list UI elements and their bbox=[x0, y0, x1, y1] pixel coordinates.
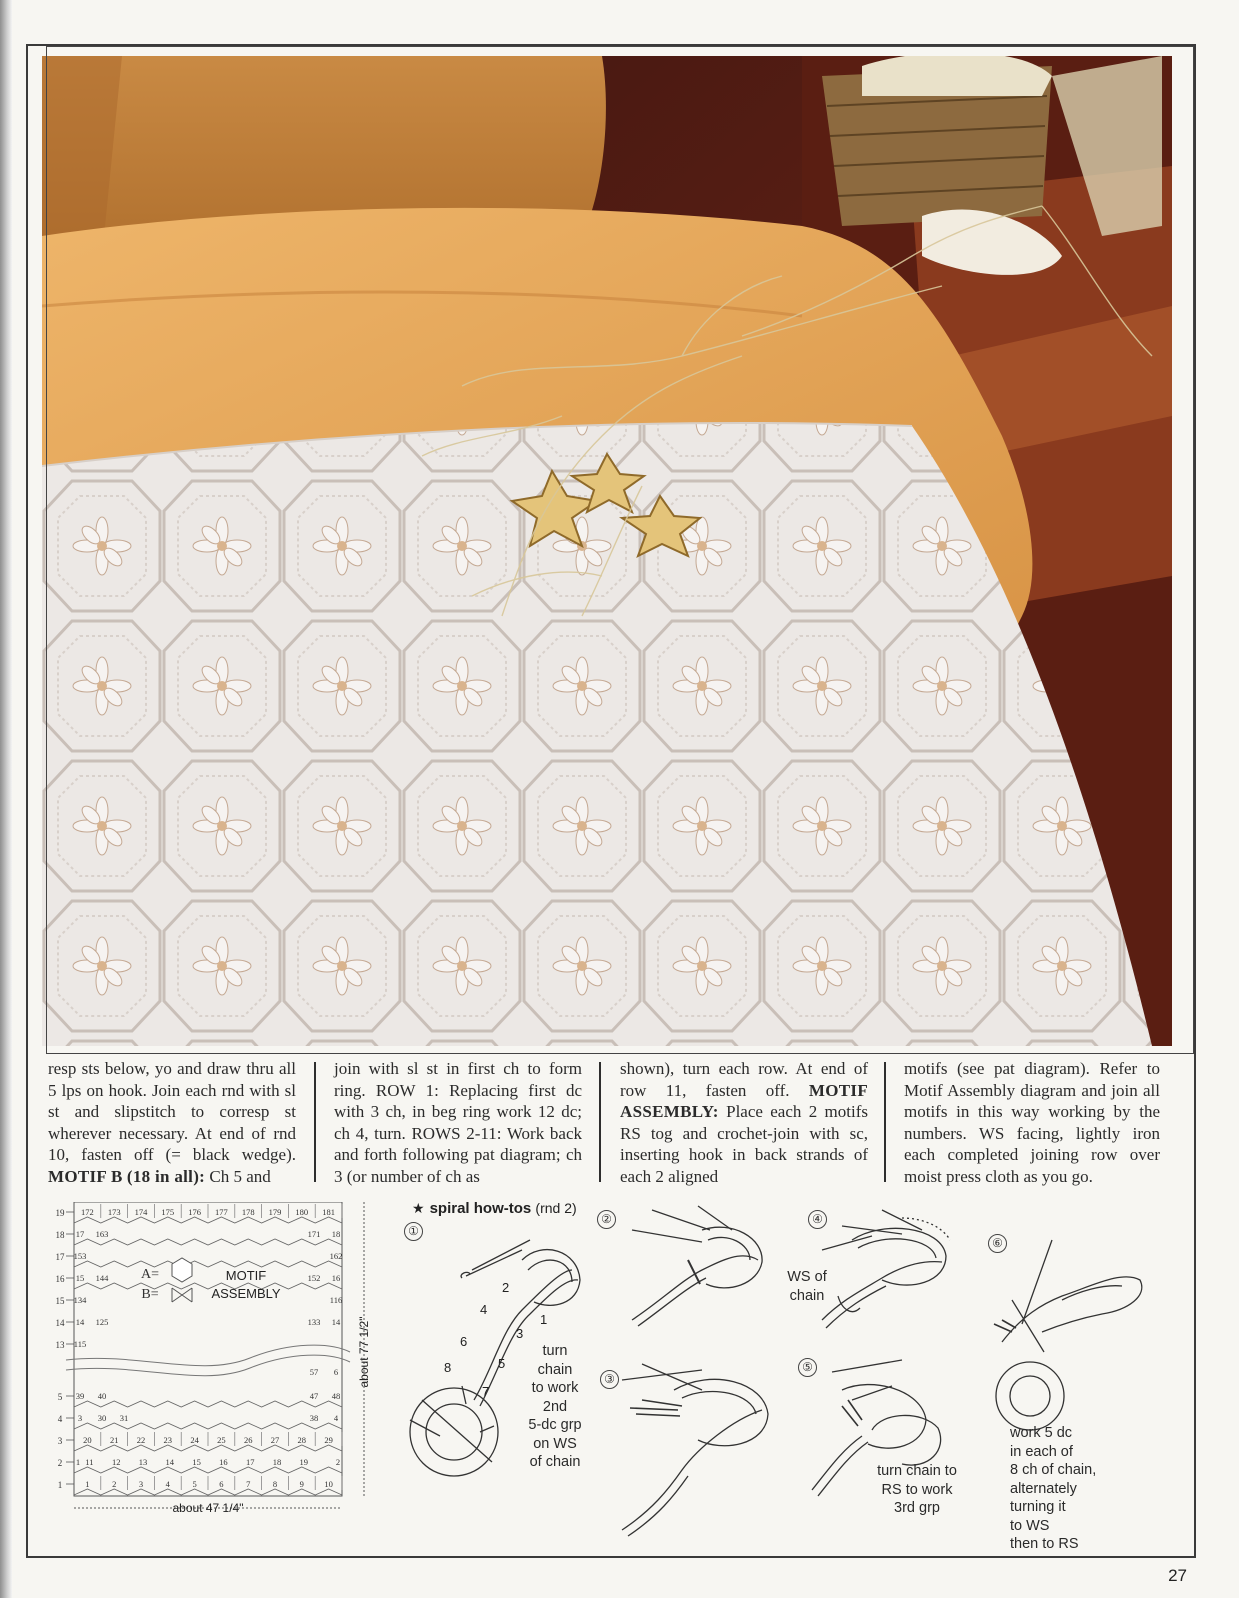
motif-number: 171 bbox=[307, 1229, 321, 1239]
row-label: 14 bbox=[55, 1318, 65, 1328]
motif-assembly-diagram bbox=[50, 1202, 380, 1542]
spiral-number: 5 bbox=[498, 1356, 506, 1371]
page-number: 27 bbox=[1168, 1566, 1187, 1585]
motif-number: 3 bbox=[77, 1413, 83, 1423]
howtos-subtitle: (rnd 2) bbox=[535, 1200, 577, 1216]
motif-number: 26 bbox=[243, 1435, 253, 1445]
motif-number: 177 bbox=[215, 1207, 228, 1217]
caption-line: on WS bbox=[533, 1435, 577, 1452]
row-label: 19 bbox=[55, 1208, 65, 1218]
motif-number: 27 bbox=[270, 1435, 280, 1445]
col2-body: join with sl st in first ch to form ring. ROW 1: Replacing first dc with 3 ch, in beg ring work 12 dc; ch 4, turn. ROWS 2-11: Work back and forth following pat diagram; ch 3 (or number of ch as bbox=[334, 1059, 582, 1186]
col1-body: resp sts below, yo and draw thru all 5 lps on hook. Join each rnd with sl st and slipstitch to corresp st wherever necessary. At end of rnd 10, fasten off (= black wedge). bbox=[48, 1059, 296, 1164]
motif-number: 25 bbox=[217, 1435, 226, 1445]
step4-drawing bbox=[822, 1210, 950, 1328]
motif-number: 1 bbox=[75, 1457, 81, 1467]
motif-number: 17 bbox=[245, 1457, 255, 1467]
motif-b-count: (18 in all): bbox=[126, 1166, 206, 1186]
caption-line: turn bbox=[542, 1343, 568, 1359]
col1-tail: Ch 5 and bbox=[205, 1166, 271, 1186]
caption-line: to work bbox=[531, 1380, 579, 1396]
motif-number: 6 bbox=[333, 1367, 339, 1377]
spiral-number: 4 bbox=[480, 1302, 488, 1317]
motif-number: 11 bbox=[85, 1457, 94, 1467]
motif-number: 40 bbox=[97, 1391, 107, 1401]
text-column-4 bbox=[904, 1058, 1160, 1187]
column-divider bbox=[884, 1062, 886, 1182]
motif-number: 1 bbox=[85, 1479, 90, 1489]
caption-line: RS to work bbox=[881, 1481, 953, 1498]
motif-number: 4 bbox=[165, 1479, 170, 1489]
motif-number: 3 bbox=[138, 1479, 144, 1489]
motif-number: 14 bbox=[165, 1457, 175, 1467]
spiral-number: 1 bbox=[540, 1312, 548, 1327]
caption-line: alternately bbox=[1010, 1480, 1077, 1497]
motif-number: 178 bbox=[241, 1207, 255, 1217]
motif-number: 14 bbox=[75, 1317, 85, 1327]
step6-drawing bbox=[994, 1240, 1142, 1430]
motif-number: 57 bbox=[309, 1367, 319, 1377]
caption-line: 2nd bbox=[542, 1398, 568, 1415]
step2-drawing bbox=[632, 1206, 762, 1326]
motif-number: 134 bbox=[73, 1295, 87, 1305]
motif-number: 14 bbox=[331, 1317, 341, 1327]
row-label: 13 bbox=[55, 1340, 65, 1350]
caption-line: then to RS bbox=[1010, 1536, 1079, 1552]
col4-body: motifs (see pat diagram). Refer to Motif Assembly diagram and join all motifs in this way working by the numbers. WS facing, lightly iron each completed joining row over moist press cloth as you go. bbox=[904, 1059, 1160, 1186]
motif-number: 21 bbox=[109, 1435, 119, 1445]
motif-number: 20 bbox=[83, 1435, 92, 1445]
spiral-number: 7 bbox=[482, 1384, 490, 1399]
caption-line: 8 ch of chain, bbox=[1010, 1462, 1097, 1478]
motif-number: 5 bbox=[192, 1479, 197, 1489]
spiral-number: 2 bbox=[502, 1280, 510, 1295]
step5-caption bbox=[862, 1462, 972, 1518]
motif-number: 24 bbox=[190, 1435, 199, 1445]
legend-a-label: A= bbox=[140, 1267, 160, 1282]
grid-outline bbox=[74, 1202, 342, 1496]
caption-line: WS of bbox=[787, 1269, 827, 1285]
col3-body-b: Place each 2 motifs RS tog and crochet-join with sc, inserting hook in back strands of each 2 aligned bbox=[620, 1102, 869, 1186]
caption-line: to WS bbox=[1010, 1517, 1050, 1534]
motif-number: 179 bbox=[268, 1207, 282, 1217]
motif-number: 144 bbox=[95, 1273, 109, 1283]
width-label: about 47 1/4" bbox=[172, 1501, 244, 1515]
text-column-1 bbox=[48, 1058, 296, 1187]
motif-number: 7 bbox=[246, 1479, 251, 1489]
motif-number: 30 bbox=[97, 1413, 107, 1423]
motif-number: 16 bbox=[219, 1457, 228, 1467]
motif-number: 31 bbox=[119, 1413, 129, 1423]
motif-number: 13 bbox=[138, 1457, 148, 1467]
motif-number: 19 bbox=[299, 1457, 309, 1467]
howtos-title-text: spiral how-tos bbox=[429, 1200, 532, 1217]
star-icon: ★ bbox=[412, 1200, 425, 1216]
instructions-text bbox=[48, 1058, 1168, 1188]
motif-number: 173 bbox=[107, 1207, 121, 1217]
spiral-number: 6 bbox=[460, 1334, 468, 1349]
column-divider bbox=[599, 1062, 601, 1182]
motif-assembly-heading: MOTIF ASSEMBLY: bbox=[620, 1080, 868, 1121]
motif-number: 18 bbox=[272, 1457, 282, 1467]
motif-number: 38 bbox=[309, 1413, 319, 1423]
motif-number: 115 bbox=[73, 1339, 87, 1349]
step-6-marker: ⑥ bbox=[988, 1234, 1007, 1253]
motif-number: 180 bbox=[295, 1207, 309, 1217]
assembly-title-line1: MOTIF bbox=[225, 1268, 267, 1283]
caption-line: chain bbox=[789, 1287, 825, 1304]
hex-row-edge bbox=[74, 1467, 342, 1473]
row-label: 5 bbox=[57, 1392, 63, 1402]
motif-number: 28 bbox=[297, 1435, 307, 1445]
step1-caption bbox=[520, 1342, 590, 1472]
motif-number: 153 bbox=[73, 1251, 87, 1261]
caption-line: turning it bbox=[1010, 1499, 1066, 1515]
step-1-marker: ① bbox=[404, 1222, 423, 1241]
motif-number: 181 bbox=[322, 1207, 335, 1217]
assembly-grid bbox=[50, 1202, 380, 1542]
motif-number: 22 bbox=[136, 1435, 146, 1445]
col3-body-a: shown), turn each row. At end of row 11, fasten off. bbox=[620, 1059, 868, 1100]
assembly-title-line2: ASSEMBLY bbox=[211, 1286, 281, 1301]
motif-number: 125 bbox=[95, 1317, 109, 1327]
step-3-marker: ③ bbox=[600, 1370, 619, 1389]
motif-number: 176 bbox=[188, 1207, 201, 1217]
hex-row-edge bbox=[74, 1401, 342, 1407]
caption-line: 5-dc grp bbox=[528, 1417, 582, 1433]
motif-number: 39 bbox=[75, 1391, 85, 1401]
step-4-marker: ④ bbox=[808, 1210, 827, 1229]
motif-number: 172 bbox=[81, 1207, 94, 1217]
spiral-howtos bbox=[402, 1200, 1182, 1560]
hex-row-edge bbox=[74, 1239, 342, 1245]
step4-caption bbox=[782, 1268, 832, 1305]
motif-b-heading: MOTIF B bbox=[48, 1166, 123, 1186]
hex-row-edge bbox=[74, 1261, 342, 1267]
motif-number: 116 bbox=[329, 1295, 343, 1305]
row-label: 16 bbox=[55, 1274, 65, 1284]
step6-caption bbox=[1010, 1424, 1120, 1554]
motif-number: 12 bbox=[111, 1457, 121, 1467]
motif-number: 15 bbox=[75, 1273, 85, 1283]
motif-number: 163 bbox=[95, 1229, 109, 1239]
page-spine-shadow bbox=[0, 0, 12, 1598]
text-column-3 bbox=[620, 1058, 868, 1187]
motif-number: 2 bbox=[335, 1457, 341, 1467]
caption-line: 3rd grp bbox=[894, 1500, 940, 1516]
motif-number: 152 bbox=[307, 1273, 321, 1283]
motif-number: 162 bbox=[329, 1251, 343, 1261]
caption-line: of chain bbox=[529, 1454, 581, 1470]
step-2-marker: ② bbox=[597, 1210, 616, 1229]
row-label: 17 bbox=[55, 1252, 65, 1262]
motif-number: 16 bbox=[331, 1273, 341, 1283]
column-divider bbox=[314, 1062, 316, 1182]
motif-number: 6 bbox=[219, 1479, 224, 1489]
motif-number: 15 bbox=[192, 1457, 201, 1467]
text-column-2 bbox=[334, 1058, 582, 1187]
spiral-number: 3 bbox=[516, 1326, 524, 1341]
motif-number: 4 bbox=[333, 1413, 339, 1423]
row-label: 1 bbox=[57, 1480, 63, 1490]
step3-drawing bbox=[622, 1364, 768, 1536]
motif-number: 133 bbox=[307, 1317, 321, 1327]
photo-border bbox=[46, 46, 1194, 1054]
caption-line: turn chain to bbox=[877, 1463, 957, 1479]
motif-number: 175 bbox=[161, 1207, 175, 1217]
hex-row-edge bbox=[74, 1283, 342, 1289]
caption-line: in each of bbox=[1010, 1443, 1073, 1460]
caption-line: work 5 dc bbox=[1010, 1425, 1073, 1441]
row-label: 4 bbox=[57, 1414, 63, 1424]
caption-line: chain bbox=[537, 1361, 573, 1378]
motif-number: 29 bbox=[324, 1435, 333, 1445]
hex-row-edge bbox=[74, 1423, 342, 1429]
step-5-marker: ⑤ bbox=[798, 1358, 817, 1377]
motif-number: 10 bbox=[324, 1479, 333, 1489]
spiral-number: 8 bbox=[444, 1360, 452, 1375]
row-label: 2 bbox=[57, 1458, 63, 1468]
motif-number: 9 bbox=[299, 1479, 304, 1489]
motif-number: 18 bbox=[331, 1229, 341, 1239]
motif-number: 174 bbox=[134, 1207, 148, 1217]
hexagon-icon bbox=[172, 1258, 192, 1282]
motif-number: 2 bbox=[112, 1479, 117, 1489]
motif-number: 17 bbox=[75, 1229, 85, 1239]
motif-number: 23 bbox=[163, 1435, 173, 1445]
motif-number: 47 bbox=[309, 1391, 319, 1401]
motif-number: 8 bbox=[272, 1479, 278, 1489]
bowtie-icon bbox=[172, 1288, 192, 1302]
row-label: 18 bbox=[55, 1230, 65, 1240]
height-label: about 77 1/2" bbox=[357, 1316, 371, 1388]
row-label: 15 bbox=[55, 1296, 65, 1306]
row-label: 3 bbox=[57, 1436, 63, 1446]
legend-b-label: B= bbox=[141, 1287, 159, 1302]
motif-number: 48 bbox=[331, 1391, 341, 1401]
